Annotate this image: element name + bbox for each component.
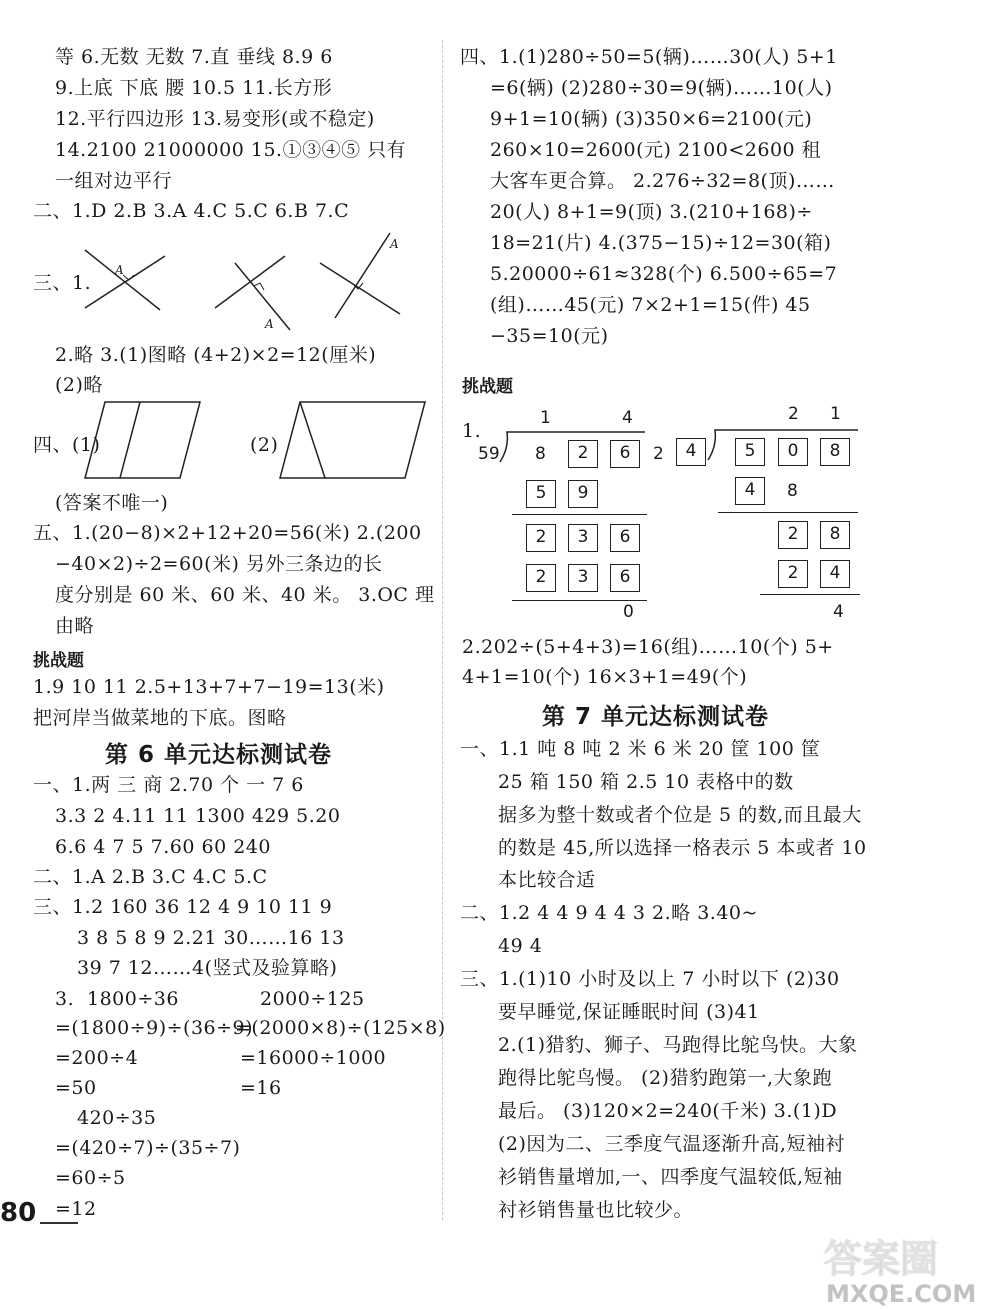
text-line: 大客车更合算。 2.276÷32=8(顶)…… (490, 170, 835, 192)
text-line: 12.平行四边形 13.易变形(或不稳定) (55, 108, 375, 130)
text-line: =(420÷7)÷(35÷7) (55, 1137, 241, 1159)
text-line: 度分别是 60 米、60 米、40 米。 3.OC 理 (55, 584, 435, 606)
unit-7-title: 第 7 单元达标测试卷 (542, 704, 770, 730)
text-line: 18=21(片) 4.(375−15)÷12=30(箱) (490, 232, 832, 254)
text-line: 三、1. (33, 272, 92, 294)
parallelogram-figure-1 (85, 400, 205, 480)
challenge-heading: 挑战题 (33, 651, 84, 671)
text-line: 3. (55, 988, 75, 1010)
cut-line (300, 402, 325, 478)
text-line: 2.略 3.(1)图略 (4+2)×2=12(厘米) (55, 344, 377, 366)
text-line: =50 (55, 1077, 97, 1099)
parallelogram (85, 402, 200, 478)
parallelogram-figure-2 (280, 400, 440, 480)
quotient-digit: 2 (788, 404, 799, 424)
text-line: 3.3 2 4.11 11 1300 429 5.20 (55, 805, 341, 827)
text-line: −40×2)÷2=60(米) 另外三条边的长 (55, 553, 383, 575)
digit-box: 2 (526, 564, 556, 592)
digit-box: 4 (820, 560, 850, 588)
figure-line (85, 256, 165, 308)
text-line: 14.2100 21000000 15.①③④⑤ 只有 (55, 139, 407, 161)
quotient-digit: 4 (622, 408, 633, 428)
subtraction-line (512, 600, 647, 601)
text-line: (2) (250, 434, 279, 456)
angle-label-a: A (115, 263, 124, 277)
digit-box: 8 (820, 438, 850, 466)
remainder: 0 (623, 602, 634, 622)
text-line: 等 6.无数 无数 7.直 垂线 8.9 6 (55, 46, 333, 68)
text-line: 9.上底 下底 腰 10.5 11.长方形 (55, 77, 333, 99)
page-number: 80 (0, 1198, 37, 1228)
text-line: 二、1.2 4 4 9 4 4 3 2.略 3.40~ (460, 902, 758, 924)
digit-box: 6 (610, 524, 640, 552)
text-line: 9+1=10(辆) (3)350×6=2100(元) (490, 108, 813, 130)
text-line: 把河岸当做菜地的下底。图略 (33, 707, 287, 729)
text-line: 衬衫销售量也比较少。 (498, 1199, 694, 1221)
watermark-url: MXQE.COM (826, 1280, 977, 1308)
text-line: 一组对边平行 (55, 170, 173, 192)
text-line: =16 (240, 1077, 282, 1099)
text-line: =(2000×8)÷(125×8) (235, 1017, 446, 1039)
digit-box: 2 (526, 524, 556, 552)
remainder: 4 (833, 602, 844, 622)
digit-box: 8 (820, 521, 850, 549)
text-line: 三、1.(1)10 小时及以上 7 小时以下 (2)30 (460, 968, 840, 990)
text-line: 20(人) 8+1=9(顶) 3.(210+168)÷ (490, 201, 813, 223)
text-line: 39 7 12……4(竖式及验算略) (77, 957, 338, 979)
angle-label-a: A (265, 317, 274, 331)
digit-box: 9 (568, 480, 598, 508)
watermark-logo (820, 1230, 995, 1306)
text-line: −35=10(元) (490, 325, 609, 347)
angle-label-a: A (390, 237, 399, 251)
unit-6-title: 第 6 单元达标测试卷 (105, 742, 333, 768)
text-line: (组)……45(元) 7×2+1=15(件) 45 (490, 294, 811, 316)
parallelogram (280, 402, 425, 478)
text-line: 二、1.D 2.B 3.A 4.C 5.C 6.B 7.C (33, 200, 350, 222)
text-line: 本比较合适 (498, 869, 596, 891)
cut-line (120, 402, 140, 478)
figure-line (335, 233, 390, 318)
text-line: 2.202÷(5+4+3)=16(组)……10(个) 5+ (462, 636, 834, 658)
text-line: (答案不唯一) (55, 492, 169, 514)
digit-box: 5 (735, 438, 765, 466)
text-line: 3 8 5 8 9 2.21 30……16 13 (77, 927, 345, 949)
digit-box: 3 (568, 564, 598, 592)
text-line: 2.(1)猎豹、狮子、马跑得比鸵鸟快。大象 (498, 1034, 858, 1056)
digit-box: 2 (778, 521, 808, 549)
text-line: 四、(1) (33, 434, 101, 456)
perpendicular-figures (85, 228, 415, 338)
text-line: 一、1.两 三 商 2.70 个 一 7 6 (33, 774, 304, 796)
text-line: 跑得比鸵鸟慢。 (2)猎豹跑第一,大象跑 (498, 1067, 832, 1089)
text-line: 1.9 10 11 2.5+13+7+7−19=13(米) (33, 676, 385, 698)
text-line: =16000÷1000 (240, 1047, 387, 1069)
digit-box: 5 (526, 480, 556, 508)
text-line: (2)因为二、三季度气温逐渐升高,短袖衬 (498, 1133, 845, 1155)
subtraction-line (512, 514, 647, 515)
digit-box: 3 (568, 524, 598, 552)
text-line: 1800÷36 (87, 988, 179, 1010)
divisor-digit: 2 (653, 444, 664, 464)
column-divider (442, 40, 443, 1220)
text-line: (2)略 (55, 374, 103, 396)
digit-box: 6 (610, 440, 640, 468)
text-line: 四、1.(1)280÷50=5(辆)……30(人) 5+1 (460, 46, 838, 68)
text-line: 要早睡觉,保证睡眠时间 (3)41 (498, 1001, 760, 1023)
text-line: 260×10=2600(元) 2100<2600 租 (490, 139, 822, 161)
text-line: 五、1.(20−8)×2+12+20=56(米) 2.(200 (33, 522, 422, 544)
challenge-heading: 挑战题 (462, 377, 513, 397)
text-line: 6.6 4 7 5 7.60 60 240 (55, 836, 271, 858)
text-line: =12 (55, 1198, 97, 1220)
text-line: 一、1.1 吨 8 吨 2 米 6 米 20 筐 100 筐 (460, 738, 821, 760)
digit: 8 (787, 481, 798, 501)
text-line: 据多为整十数或者个位是 5 的数,而且最大 (498, 804, 862, 826)
digit-box: 2 (778, 560, 808, 588)
text-line: 25 箱 150 箱 2.5 10 表格中的数 (498, 771, 794, 793)
text-line: 420÷35 (77, 1107, 157, 1129)
text-line: 4+1=10(个) 16×3+1=49(个) (462, 666, 748, 688)
text-line: 49 4 (498, 935, 543, 957)
digit-box: 2 (568, 440, 598, 468)
text-line: 衫销售量增加,一、四季度气温较低,短袖 (498, 1166, 843, 1188)
text-line: =60÷5 (55, 1167, 126, 1189)
text-line: 1. (462, 420, 482, 442)
dividend-digit: 8 (535, 444, 546, 464)
quotient-digit: 1 (540, 408, 551, 428)
digit-box: 4 (676, 438, 706, 466)
watermark-title: 答案圈 (824, 1237, 939, 1281)
subtraction-line (760, 594, 860, 595)
digit-box: 4 (735, 477, 765, 505)
text-line: =(1800÷9)÷(36÷9) (55, 1017, 254, 1039)
text-line: 二、1.A 2.B 3.C 4.C 5.C (33, 866, 268, 888)
divisor: 59 (478, 444, 500, 464)
text-line: 2000÷125 (260, 988, 365, 1010)
text-line: 三、1.2 160 36 12 4 9 10 11 9 (33, 896, 333, 918)
text-line: =200÷4 (55, 1047, 139, 1069)
text-line: 5.20000÷61≈328(个) 6.500÷65=7 (490, 263, 838, 285)
text-line: 由略 (55, 615, 95, 637)
page-number-rule (40, 1222, 78, 1224)
quotient-digit: 1 (830, 404, 841, 424)
digit-box: 0 (778, 438, 808, 466)
text-line: 最后。 (3)120×2=240(千米) 3.(1)D (498, 1100, 838, 1122)
digit-box: 6 (610, 564, 640, 592)
text-line: =6(辆) (2)280÷30=9(辆)……10(人) (490, 77, 833, 99)
subtraction-line (718, 512, 858, 513)
figure-line (320, 263, 400, 314)
text-line: 的数是 45,所以选择一格表示 5 本或者 10 (498, 837, 867, 859)
